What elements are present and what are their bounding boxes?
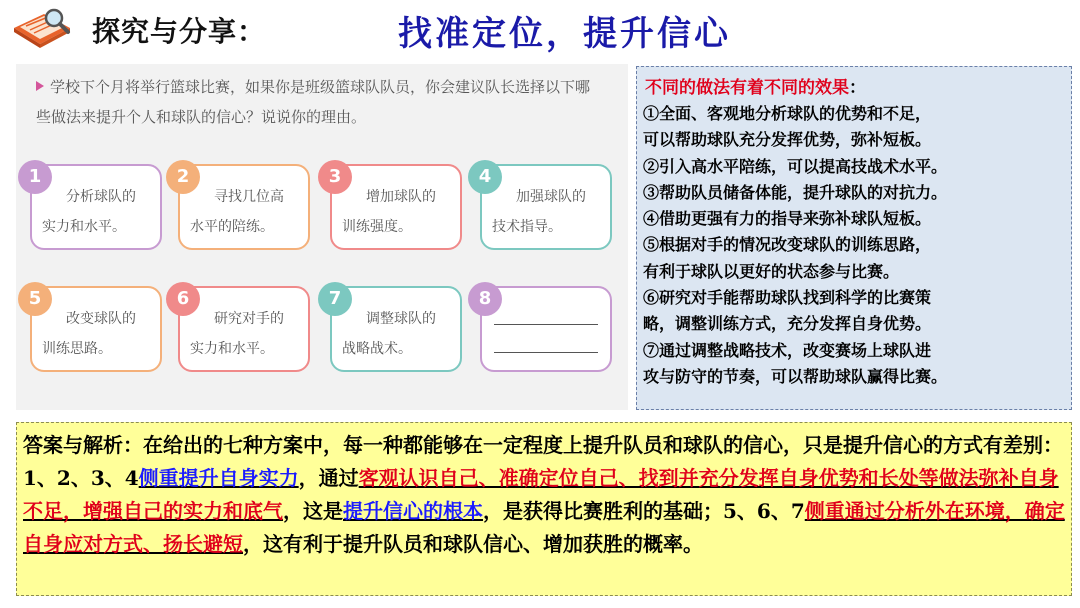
section-title: 探究与分享： [92, 15, 267, 48]
option-card-8 [468, 282, 614, 372]
option-line: 寻找几位高 [214, 189, 284, 205]
analysis-highlight-red: 客观认识自己、准确定位自己、找到并充分发挥自身优势和长处等做法弥补自身不足，增强自己的实力和底气 [23, 466, 1059, 523]
option-card-3 [318, 160, 464, 250]
answer-lines [643, 101, 1067, 390]
answer-line: ②引入高水平陪练，可以提高技战术水平。 [643, 156, 948, 176]
answer-line: ③帮助队员储备体能，提升球队的对抗力。 [643, 182, 948, 202]
option-card-text [342, 304, 458, 364]
option-card-text [492, 182, 608, 242]
main-title: 找准定位，提升信心 [398, 14, 731, 54]
textbook-excerpt [16, 64, 628, 410]
analysis-plain: ，通过 [298, 466, 359, 490]
analysis-plain: ，这有利于提升队员和球队信心、增加获胜的概率。 [243, 532, 703, 556]
bullet-triangle-icon [36, 81, 44, 91]
option-card-text [42, 182, 158, 242]
option-line: 调整球队的 [366, 311, 436, 327]
answer-line: 有利于球队以更好的状态参与比赛。 [643, 261, 900, 281]
option-line: 训练强度。 [342, 219, 412, 235]
answer-line: ④借助更强有力的指导来弥补球队短板。 [643, 209, 932, 229]
answer-heading-colon: ： [849, 78, 866, 98]
option-number-badge: 7 [318, 282, 352, 316]
answer-line: 攻与防守的节奏，可以帮助球队赢得比赛。 [643, 366, 948, 386]
analysis-text [23, 429, 1067, 561]
blank-answer-line [494, 324, 598, 325]
option-line: 分析球队的 [66, 189, 136, 205]
header [0, 0, 1080, 60]
option-line: 实力和水平。 [42, 219, 126, 235]
option-line: 改变球队的 [66, 311, 136, 327]
analysis-plain: 答案与解析：在给出的七种方案中，每一种都能够在一定程度上提升队员和球队的信心，只是提升信心的方式有差别：1、2、3、4 [23, 433, 1063, 490]
option-number-badge: 6 [166, 282, 200, 316]
answer-line: ①全面、客观地分析球队的优势和不足， [643, 104, 932, 123]
notebook-magnifier-icon [10, 6, 74, 50]
option-card-7 [318, 282, 464, 372]
option-number-badge: 5 [18, 282, 52, 316]
option-line: 水平的陪练。 [190, 219, 274, 235]
option-card-6 [166, 282, 312, 372]
option-card-text [342, 182, 458, 242]
answer-line: ⑦通过调整战略技术，改变赛场上球队进 [643, 340, 932, 360]
option-line: 实力和水平。 [190, 341, 274, 357]
analysis-highlight-blue: 提升信心的根本 [343, 499, 483, 523]
question-label: 学校下个月将举行篮球比赛，如果你是班级篮球队队员，你会建议队长选择以下哪些做法来提升个人和球队的信心？说说你的理由。 [36, 78, 591, 126]
answer-line: 可以帮助球队充分发挥优势，弥补短板。 [643, 130, 932, 150]
analysis-plain: ，这是 [283, 499, 343, 523]
option-card-5 [18, 282, 164, 372]
analysis-highlight-red: 侧重通过分析外在环境，确定自身应对方式、扬长避短 [23, 499, 1065, 556]
answer-line: ⑥研究对手能帮助球队找到科学的比赛策 [643, 288, 932, 308]
analysis-highlight-blue: 侧重提升自身实力 [138, 466, 299, 490]
answer-heading [645, 73, 866, 98]
option-number-badge: 1 [18, 160, 52, 194]
option-number-badge: 3 [318, 160, 352, 194]
question-text [36, 72, 596, 132]
analysis-box [16, 422, 1072, 596]
option-line: 研究对手的 [214, 311, 284, 327]
option-line: 增加球队的 [366, 189, 436, 205]
answer-heading-text: 不同的做法有着不同的效果 [645, 78, 849, 98]
blank-answer-line [494, 352, 598, 353]
option-line: 技术指导。 [492, 219, 562, 235]
option-card-text [190, 304, 306, 364]
option-card-text [190, 182, 306, 242]
option-number-badge: 2 [166, 160, 200, 194]
option-number-badge: 4 [468, 160, 502, 194]
option-card-2 [166, 160, 312, 250]
answer-line: ⑤根据对手的情况改变球队的训练思路， [643, 235, 932, 255]
answer-line: 略，调整训练方式，充分发挥自身优势。 [643, 314, 932, 334]
option-card-4 [468, 160, 614, 250]
analysis-plain: ，是获得比赛胜利的基础；5、6、7 [483, 499, 805, 523]
option-card-text [42, 304, 158, 364]
option-card-1 [18, 160, 164, 250]
option-number-badge: 8 [468, 282, 502, 316]
reference-answer-panel [636, 66, 1072, 410]
option-line: 战略战术。 [342, 341, 412, 357]
option-line: 训练思路。 [42, 341, 112, 357]
option-line: 加强球队的 [516, 189, 586, 205]
